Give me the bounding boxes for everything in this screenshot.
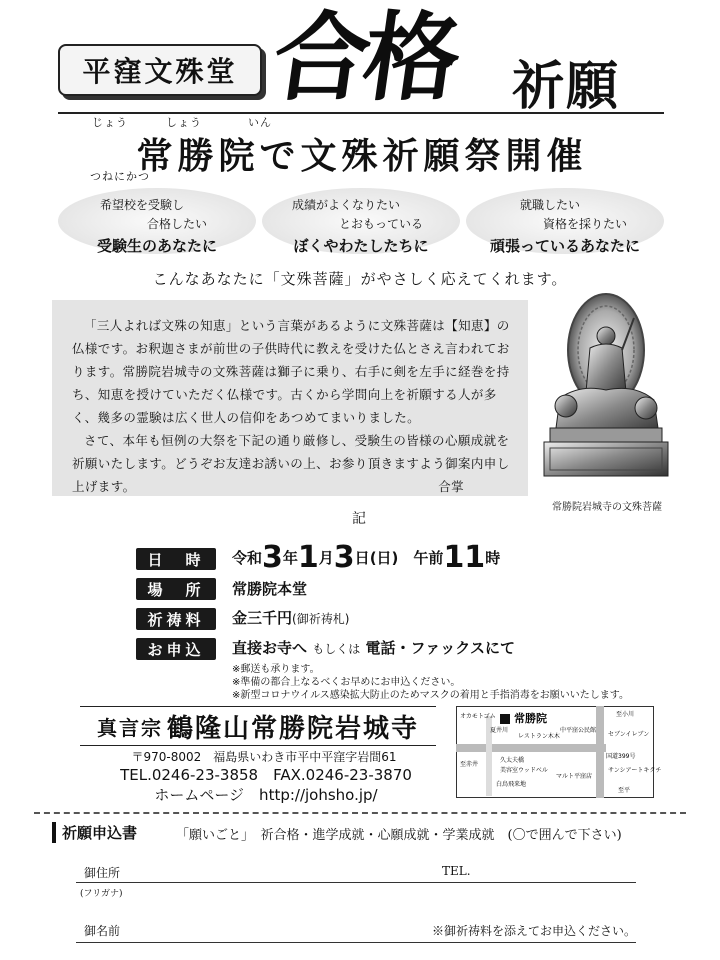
address-field[interactable] [76, 882, 636, 883]
map-label: 中平窪公民館 [560, 727, 597, 734]
oval-line3: ぼくやわたしたちに [293, 237, 429, 255]
fee-value: 金三千円(御祈祷札) [232, 609, 350, 627]
map-label: レストラン木木 [518, 733, 560, 740]
name-label: 御名前 [84, 924, 121, 938]
fee-label: 祈祷料 [136, 608, 216, 630]
note-early: ※準備の都合上なるべくお早めにお申込ください。 [232, 677, 461, 688]
place-value: 常勝院本堂 [232, 580, 308, 598]
oval-line1: 希望校を受験し [99, 198, 184, 212]
closing-gassho: 合掌 [438, 479, 464, 494]
name-field[interactable] [76, 942, 636, 943]
map-label: マルト平窪店 [556, 773, 593, 780]
access-map [456, 706, 662, 798]
body-para-2: さて、本年も恒例の大祭を下記の通り厳修し、受験生の皆様の心願成就を祈願いたします。どうぞお友達お誘いの上、お参り頂きますよう御案内申し上げます。 [72, 433, 510, 494]
ki-mark: 記 [352, 511, 366, 527]
temple-homepage[interactable]: ホームページ http://johsho.jp/ [154, 786, 378, 804]
map-label: 白鳥飛来地 [496, 781, 527, 788]
oval-line3: 頑張っているあなたに [489, 237, 640, 255]
apply-value: 直接お寺へ もしくは 電話・ファックスにて [232, 639, 516, 657]
temple-name: 鶴隆山常勝院岩城寺 [166, 713, 419, 744]
tagline: こんなあなたに「文殊菩薩」がやさしく応えてくれます。 [152, 270, 568, 288]
map-label: 国道399号 [606, 753, 636, 760]
oval-line2: 合格したい [146, 217, 207, 231]
monju-statue-image [540, 288, 672, 484]
map-label: 至赤井 [460, 761, 479, 768]
place-label: 場 所 [136, 578, 216, 600]
body-textbox [52, 300, 528, 496]
oval-line1: 成績がよくなりたい [291, 198, 400, 212]
map-label: 至小川 [616, 711, 635, 718]
date-label: 日 時 [136, 548, 216, 570]
ruby-jou: じょう [92, 116, 128, 129]
header-rule [58, 112, 664, 114]
map-label: 久太夫橋 [500, 757, 525, 764]
temple-name-banner [80, 706, 436, 746]
form-wishes: 「願いごと」 祈合格・進学成就・心願成就・学業成就 (〇で囲んで下さい) [176, 828, 622, 843]
ruby-tsunenikatsu: つねにかつ [90, 170, 150, 183]
ruby-in: いん [248, 116, 272, 129]
map-label: 美容室ウッドベル [500, 767, 548, 774]
date-value: 令和3年1月3日(日) 午前11時 [232, 540, 501, 575]
tel-label: TEL. [442, 864, 471, 878]
cut-line [34, 812, 686, 814]
note-mail: ※郵送も承ります。 [232, 664, 320, 675]
oval-job-seekers [466, 188, 664, 254]
map-temple-label: 常勝院 [514, 712, 547, 725]
map-label: セブンイレブン [608, 731, 650, 738]
temple-marker-icon [500, 714, 510, 724]
hero-suffix: 祈願 [512, 56, 621, 117]
address-label: 御住所 [84, 866, 121, 880]
temple-address: 〒970-8002 福島県いわき市平中平窪字岩間61 [131, 750, 397, 764]
badge-heiwa-monjudo: 平窪文殊堂 [58, 44, 262, 96]
subtitle: 常勝院で文殊祈願祭開催 [136, 136, 588, 177]
map-label: 至平 [618, 787, 631, 794]
sect-name: 真言宗 [96, 715, 163, 740]
temple-tel-fax: TEL.0246-23-3858 FAX.0246-23-3870 [120, 766, 412, 784]
furigana-label: (フリガナ) [80, 889, 123, 899]
oval-exam-students [58, 188, 256, 254]
note-covid: ※新型コロナウイルス感染拡大防止のためマスクの着用と手指消毒をお願いいたします。 [232, 690, 629, 701]
map-label: オカモトゴム [460, 713, 496, 720]
name-note: ※御祈祷料を添えてお申込ください。 [432, 924, 637, 938]
body-para-1: 「三人よれば文殊の知恵」という言葉があるように文殊菩薩は【知恵】の仏様です。お釈迦さまが前世の子供時代に教えを受けた仏とさえ言われております。常勝院岩城寺の文殊菩薩は獅子に乗り、右手に剣を左手に経巻を持ち、知恵を授けていただく仏様です。古くから学問向上を祈願する人が多く、幾多の霊験は広く世人の信仰をあつめてまいりました。 [72, 318, 510, 425]
oval-line3: 受験生のあなたに [96, 237, 217, 255]
apply-label: お申込 [136, 638, 216, 660]
statue-caption: 常勝院岩城寺の文殊菩薩 [552, 502, 662, 513]
oval-line2: 資格を採りたい [542, 217, 627, 231]
ruby-shou: しょう [166, 116, 202, 129]
map-label: サンシアートキクチ [608, 767, 662, 774]
oval-kids [262, 188, 460, 254]
form-title: 祈願申込書 [52, 822, 137, 843]
oval-line1: 就職したい [519, 198, 580, 212]
hero-title: 合格 [266, 1, 463, 114]
map-label: 夏井川 [490, 727, 509, 734]
oval-line2: とおもっている [338, 217, 423, 231]
